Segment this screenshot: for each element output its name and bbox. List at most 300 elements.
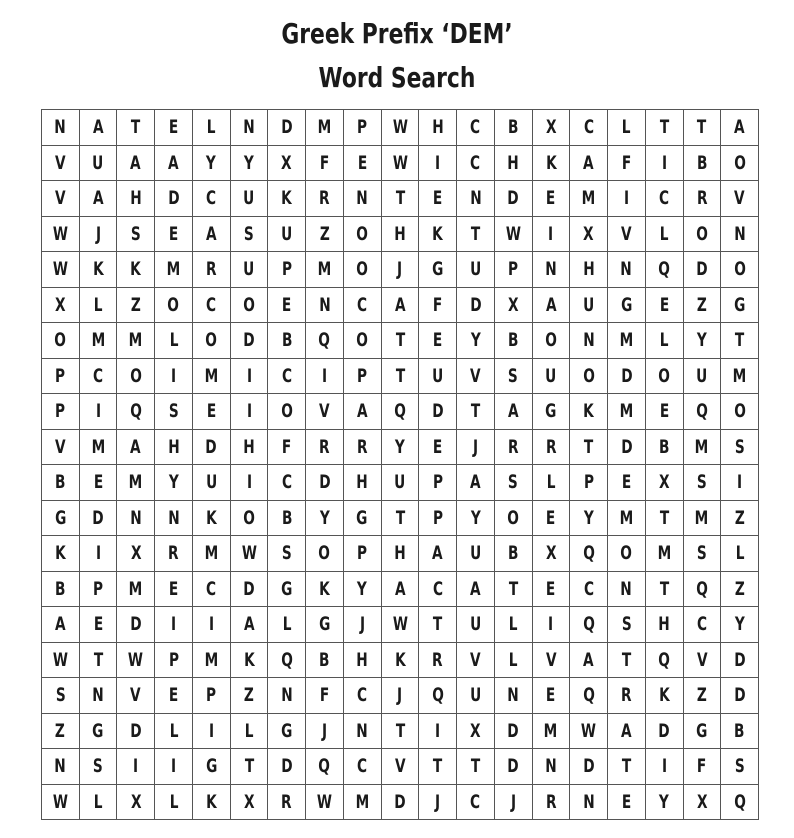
grid-cell[interactable]: [533, 501, 571, 537]
grid-cell[interactable]: [608, 714, 646, 750]
grid-cell[interactable]: [382, 110, 420, 146]
grid-cell[interactable]: [646, 678, 684, 714]
grid-cell[interactable]: [419, 323, 457, 359]
grid-cell[interactable]: [268, 394, 306, 430]
grid-cell[interactable]: [306, 572, 344, 608]
grid-cell[interactable]: [457, 252, 495, 288]
grid-cell[interactable]: [344, 146, 382, 182]
grid-cell[interactable]: [457, 465, 495, 501]
grid-cell[interactable]: [684, 288, 722, 324]
grid-cell[interactable]: [42, 252, 80, 288]
grid-cell[interactable]: [155, 252, 193, 288]
grid-cell[interactable]: [382, 678, 420, 714]
grid-cell[interactable]: [684, 501, 722, 537]
grid-cell[interactable]: [42, 536, 80, 572]
grid-cell[interactable]: [419, 394, 457, 430]
grid-cell[interactable]: [155, 181, 193, 217]
grid-cell[interactable]: [80, 181, 118, 217]
grid-cell[interactable]: [533, 607, 571, 643]
grid-cell[interactable]: [382, 643, 420, 679]
grid-cell[interactable]: [646, 146, 684, 182]
grid-cell[interactable]: [155, 643, 193, 679]
grid-cell[interactable]: [344, 430, 382, 466]
grid-cell[interactable]: [80, 749, 118, 785]
grid-cell[interactable]: [80, 501, 118, 537]
grid-cell[interactable]: [382, 536, 420, 572]
grid-cell[interactable]: [419, 288, 457, 324]
grid-cell[interactable]: [42, 607, 80, 643]
grid-cell[interactable]: [570, 146, 608, 182]
grid-cell[interactable]: [533, 678, 571, 714]
grid-cell[interactable]: [382, 394, 420, 430]
grid-cell[interactable]: [193, 394, 231, 430]
grid-cell[interactable]: [457, 217, 495, 253]
grid-cell[interactable]: [344, 572, 382, 608]
grid-cell[interactable]: [646, 572, 684, 608]
grid-cell[interactable]: [570, 217, 608, 253]
grid-cell[interactable]: [231, 678, 269, 714]
grid-cell[interactable]: [382, 607, 420, 643]
grid-cell[interactable]: [382, 430, 420, 466]
grid-cell[interactable]: [268, 465, 306, 501]
grid-cell[interactable]: [570, 252, 608, 288]
grid-cell[interactable]: [419, 501, 457, 537]
grid-cell[interactable]: [721, 607, 759, 643]
grid-cell[interactable]: [608, 110, 646, 146]
grid-cell[interactable]: [721, 323, 759, 359]
grid-cell[interactable]: [117, 607, 155, 643]
grid-cell[interactable]: [155, 749, 193, 785]
grid-cell[interactable]: [268, 501, 306, 537]
grid-cell[interactable]: [570, 572, 608, 608]
grid-cell[interactable]: [684, 110, 722, 146]
grid-cell[interactable]: [344, 785, 382, 821]
grid-cell[interactable]: [268, 430, 306, 466]
grid-cell[interactable]: [268, 288, 306, 324]
grid-cell[interactable]: [80, 323, 118, 359]
grid-cell[interactable]: [646, 252, 684, 288]
grid-cell[interactable]: [457, 323, 495, 359]
grid-cell[interactable]: [155, 785, 193, 821]
grid-cell[interactable]: [155, 607, 193, 643]
grid-cell[interactable]: [344, 501, 382, 537]
grid-cell[interactable]: [306, 643, 344, 679]
grid-cell[interactable]: [117, 572, 155, 608]
grid-cell[interactable]: [721, 536, 759, 572]
grid-cell[interactable]: [495, 714, 533, 750]
grid-cell[interactable]: [457, 785, 495, 821]
grid-cell[interactable]: [495, 536, 533, 572]
grid-cell[interactable]: [80, 288, 118, 324]
grid-cell[interactable]: [268, 323, 306, 359]
grid-cell[interactable]: [306, 465, 344, 501]
grid-cell[interactable]: [80, 217, 118, 253]
grid-cell[interactable]: [646, 359, 684, 395]
grid-cell[interactable]: [268, 146, 306, 182]
grid-cell[interactable]: [306, 146, 344, 182]
grid-cell[interactable]: [646, 394, 684, 430]
grid-cell[interactable]: [419, 359, 457, 395]
grid-cell[interactable]: [42, 430, 80, 466]
grid-cell[interactable]: [721, 430, 759, 466]
grid-cell[interactable]: [684, 572, 722, 608]
grid-cell[interactable]: [495, 323, 533, 359]
grid-cell[interactable]: [646, 217, 684, 253]
grid-cell[interactable]: [117, 643, 155, 679]
grid-cell[interactable]: [570, 785, 608, 821]
grid-cell[interactable]: [533, 217, 571, 253]
grid-cell[interactable]: [495, 785, 533, 821]
grid-cell[interactable]: [495, 430, 533, 466]
grid-cell[interactable]: [42, 323, 80, 359]
grid-cell[interactable]: [646, 181, 684, 217]
grid-cell[interactable]: [608, 252, 646, 288]
grid-cell[interactable]: [306, 536, 344, 572]
grid-cell[interactable]: [419, 536, 457, 572]
grid-cell[interactable]: [268, 678, 306, 714]
grid-cell[interactable]: [721, 749, 759, 785]
grid-cell[interactable]: [193, 217, 231, 253]
grid-cell[interactable]: [42, 714, 80, 750]
grid-cell[interactable]: [457, 359, 495, 395]
grid-cell[interactable]: [382, 288, 420, 324]
grid-cell[interactable]: [721, 252, 759, 288]
grid-cell[interactable]: [646, 643, 684, 679]
grid-cell[interactable]: [155, 536, 193, 572]
grid-cell[interactable]: [117, 749, 155, 785]
grid-cell[interactable]: [533, 749, 571, 785]
grid-cell[interactable]: [721, 110, 759, 146]
grid-cell[interactable]: [721, 714, 759, 750]
grid-cell[interactable]: [419, 252, 457, 288]
grid-cell[interactable]: [495, 643, 533, 679]
grid-cell[interactable]: [533, 288, 571, 324]
grid-cell[interactable]: [306, 217, 344, 253]
grid-cell[interactable]: [419, 146, 457, 182]
grid-cell[interactable]: [721, 643, 759, 679]
grid-cell[interactable]: [495, 572, 533, 608]
grid-cell[interactable]: [721, 465, 759, 501]
grid-cell[interactable]: [608, 678, 646, 714]
grid-cell[interactable]: [117, 714, 155, 750]
grid-cell[interactable]: [721, 394, 759, 430]
grid-cell[interactable]: [495, 607, 533, 643]
grid-cell[interactable]: [117, 110, 155, 146]
grid-cell[interactable]: [80, 359, 118, 395]
grid-cell[interactable]: [193, 678, 231, 714]
grid-cell[interactable]: [231, 181, 269, 217]
grid-cell[interactable]: [42, 217, 80, 253]
grid-cell[interactable]: [117, 430, 155, 466]
grid-cell[interactable]: [608, 323, 646, 359]
grid-cell[interactable]: [570, 714, 608, 750]
grid-cell[interactable]: [231, 572, 269, 608]
grid-cell[interactable]: [231, 430, 269, 466]
grid-cell[interactable]: [570, 536, 608, 572]
grid-cell[interactable]: [193, 323, 231, 359]
grid-cell[interactable]: [419, 643, 457, 679]
grid-cell[interactable]: [80, 394, 118, 430]
grid-cell[interactable]: [457, 572, 495, 608]
grid-cell[interactable]: [684, 252, 722, 288]
grid-cell[interactable]: [344, 714, 382, 750]
grid-cell[interactable]: [457, 501, 495, 537]
grid-cell[interactable]: [231, 323, 269, 359]
grid-cell[interactable]: [193, 359, 231, 395]
grid-cell[interactable]: [306, 678, 344, 714]
grid-cell[interactable]: [344, 465, 382, 501]
grid-cell[interactable]: [193, 714, 231, 750]
grid-cell[interactable]: [457, 678, 495, 714]
grid-cell[interactable]: [533, 394, 571, 430]
grid-cell[interactable]: [419, 110, 457, 146]
grid-cell[interactable]: [231, 714, 269, 750]
grid-cell[interactable]: [42, 501, 80, 537]
grid-cell[interactable]: [117, 181, 155, 217]
grid-cell[interactable]: [117, 217, 155, 253]
grid-cell[interactable]: [155, 394, 193, 430]
grid-cell[interactable]: [42, 146, 80, 182]
grid-cell[interactable]: [193, 501, 231, 537]
grid-cell[interactable]: [155, 323, 193, 359]
grid-cell[interactable]: [193, 146, 231, 182]
grid-cell[interactable]: [419, 714, 457, 750]
grid-cell[interactable]: [306, 323, 344, 359]
grid-cell[interactable]: [457, 146, 495, 182]
grid-cell[interactable]: [306, 501, 344, 537]
grid-cell[interactable]: [231, 110, 269, 146]
grid-cell[interactable]: [382, 252, 420, 288]
grid-cell[interactable]: [193, 643, 231, 679]
grid-cell[interactable]: [193, 110, 231, 146]
grid-cell[interactable]: [306, 181, 344, 217]
grid-cell[interactable]: [684, 146, 722, 182]
grid-cell[interactable]: [495, 394, 533, 430]
grid-cell[interactable]: [155, 359, 193, 395]
grid-cell[interactable]: [268, 572, 306, 608]
grid-cell[interactable]: [231, 643, 269, 679]
grid-cell[interactable]: [268, 643, 306, 679]
grid-cell[interactable]: [721, 572, 759, 608]
grid-cell[interactable]: [419, 217, 457, 253]
grid-cell[interactable]: [306, 430, 344, 466]
grid-cell[interactable]: [721, 181, 759, 217]
grid-cell[interactable]: [268, 749, 306, 785]
grid-cell[interactable]: [721, 288, 759, 324]
grid-cell[interactable]: [570, 678, 608, 714]
grid-cell[interactable]: [533, 252, 571, 288]
grid-cell[interactable]: [42, 288, 80, 324]
grid-cell[interactable]: [155, 714, 193, 750]
grid-cell[interactable]: [193, 572, 231, 608]
grid-cell[interactable]: [457, 181, 495, 217]
grid-cell[interactable]: [193, 749, 231, 785]
grid-cell[interactable]: [80, 465, 118, 501]
grid-cell[interactable]: [268, 536, 306, 572]
grid-cell[interactable]: [268, 252, 306, 288]
grid-cell[interactable]: [193, 785, 231, 821]
grid-cell[interactable]: [306, 749, 344, 785]
grid-cell[interactable]: [419, 430, 457, 466]
grid-cell[interactable]: [155, 501, 193, 537]
grid-cell[interactable]: [684, 536, 722, 572]
grid-cell[interactable]: [608, 536, 646, 572]
grid-cell[interactable]: [344, 110, 382, 146]
grid-cell[interactable]: [608, 288, 646, 324]
grid-cell[interactable]: [306, 252, 344, 288]
grid-cell[interactable]: [684, 217, 722, 253]
grid-cell[interactable]: [268, 785, 306, 821]
grid-cell[interactable]: [608, 146, 646, 182]
grid-cell[interactable]: [117, 252, 155, 288]
grid-cell[interactable]: [344, 678, 382, 714]
grid-cell[interactable]: [382, 714, 420, 750]
grid-cell[interactable]: [721, 501, 759, 537]
grid-cell[interactable]: [117, 288, 155, 324]
grid-cell[interactable]: [80, 607, 118, 643]
grid-cell[interactable]: [155, 110, 193, 146]
grid-cell[interactable]: [570, 430, 608, 466]
grid-cell[interactable]: [608, 501, 646, 537]
grid-cell[interactable]: [721, 146, 759, 182]
grid-cell[interactable]: [533, 359, 571, 395]
grid-cell[interactable]: [608, 643, 646, 679]
grid-cell[interactable]: [268, 359, 306, 395]
grid-cell[interactable]: [382, 323, 420, 359]
grid-cell[interactable]: [382, 217, 420, 253]
grid-cell[interactable]: [495, 359, 533, 395]
grid-cell[interactable]: [608, 785, 646, 821]
grid-cell[interactable]: [231, 501, 269, 537]
grid-cell[interactable]: [306, 110, 344, 146]
grid-cell[interactable]: [306, 288, 344, 324]
grid-cell[interactable]: [42, 749, 80, 785]
grid-cell[interactable]: [533, 181, 571, 217]
grid-cell[interactable]: [570, 110, 608, 146]
grid-cell[interactable]: [231, 465, 269, 501]
grid-cell[interactable]: [193, 465, 231, 501]
grid-cell[interactable]: [570, 465, 608, 501]
grid-cell[interactable]: [684, 607, 722, 643]
grid-cell[interactable]: [231, 252, 269, 288]
grid-cell[interactable]: [306, 607, 344, 643]
grid-cell[interactable]: [80, 146, 118, 182]
grid-cell[interactable]: [117, 536, 155, 572]
grid-cell[interactable]: [382, 572, 420, 608]
grid-cell[interactable]: [344, 252, 382, 288]
grid-cell[interactable]: [570, 323, 608, 359]
grid-cell[interactable]: [382, 181, 420, 217]
grid-cell[interactable]: [721, 359, 759, 395]
grid-cell[interactable]: [80, 714, 118, 750]
grid-cell[interactable]: [533, 572, 571, 608]
grid-cell[interactable]: [155, 217, 193, 253]
grid-cell[interactable]: [268, 607, 306, 643]
grid-cell[interactable]: [268, 110, 306, 146]
grid-cell[interactable]: [42, 181, 80, 217]
grid-cell[interactable]: [80, 785, 118, 821]
grid-cell[interactable]: [344, 394, 382, 430]
grid-cell[interactable]: [608, 181, 646, 217]
grid-cell[interactable]: [80, 252, 118, 288]
grid-cell[interactable]: [80, 678, 118, 714]
grid-cell[interactable]: [193, 607, 231, 643]
grid-cell[interactable]: [382, 465, 420, 501]
grid-cell[interactable]: [42, 394, 80, 430]
grid-cell[interactable]: [231, 536, 269, 572]
grid-cell[interactable]: [495, 678, 533, 714]
grid-cell[interactable]: [117, 785, 155, 821]
grid-cell[interactable]: [457, 536, 495, 572]
grid-cell[interactable]: [117, 394, 155, 430]
grid-cell[interactable]: [155, 678, 193, 714]
grid-cell[interactable]: [646, 430, 684, 466]
grid-cell[interactable]: [646, 607, 684, 643]
grid-cell[interactable]: [495, 181, 533, 217]
grid-cell[interactable]: [42, 465, 80, 501]
grid-cell[interactable]: [419, 572, 457, 608]
grid-cell[interactable]: [231, 607, 269, 643]
grid-cell[interactable]: [306, 714, 344, 750]
grid-cell[interactable]: [495, 217, 533, 253]
grid-cell[interactable]: [457, 607, 495, 643]
grid-cell[interactable]: [419, 678, 457, 714]
grid-cell[interactable]: [533, 643, 571, 679]
grid-cell[interactable]: [646, 536, 684, 572]
grid-cell[interactable]: [457, 110, 495, 146]
grid-cell[interactable]: [570, 749, 608, 785]
grid-cell[interactable]: [533, 146, 571, 182]
grid-cell[interactable]: [495, 252, 533, 288]
grid-cell[interactable]: [382, 785, 420, 821]
grid-cell[interactable]: [42, 785, 80, 821]
grid-cell[interactable]: [155, 146, 193, 182]
grid-cell[interactable]: [306, 359, 344, 395]
grid-cell[interactable]: [570, 394, 608, 430]
grid-cell[interactable]: [344, 288, 382, 324]
grid-cell[interactable]: [231, 749, 269, 785]
grid-cell[interactable]: [495, 288, 533, 324]
grid-cell[interactable]: [344, 359, 382, 395]
grid-cell[interactable]: [419, 465, 457, 501]
grid-cell[interactable]: [684, 323, 722, 359]
grid-cell[interactable]: [80, 572, 118, 608]
grid-cell[interactable]: [608, 572, 646, 608]
grid-cell[interactable]: [155, 572, 193, 608]
grid-cell[interactable]: [608, 465, 646, 501]
grid-cell[interactable]: [684, 785, 722, 821]
grid-cell[interactable]: [382, 146, 420, 182]
grid-cell[interactable]: [344, 607, 382, 643]
grid-cell[interactable]: [684, 678, 722, 714]
grid-cell[interactable]: [42, 359, 80, 395]
grid-cell[interactable]: [117, 146, 155, 182]
grid-cell[interactable]: [155, 465, 193, 501]
grid-cell[interactable]: [117, 359, 155, 395]
grid-cell[interactable]: [495, 501, 533, 537]
grid-cell[interactable]: [344, 217, 382, 253]
grid-cell[interactable]: [646, 110, 684, 146]
grid-cell[interactable]: [344, 536, 382, 572]
grid-cell[interactable]: [684, 465, 722, 501]
grid-cell[interactable]: [80, 110, 118, 146]
grid-cell[interactable]: [268, 714, 306, 750]
grid-cell[interactable]: [344, 323, 382, 359]
grid-cell[interactable]: [42, 110, 80, 146]
grid-cell[interactable]: [533, 110, 571, 146]
grid-cell[interactable]: [646, 323, 684, 359]
grid-cell[interactable]: [646, 785, 684, 821]
